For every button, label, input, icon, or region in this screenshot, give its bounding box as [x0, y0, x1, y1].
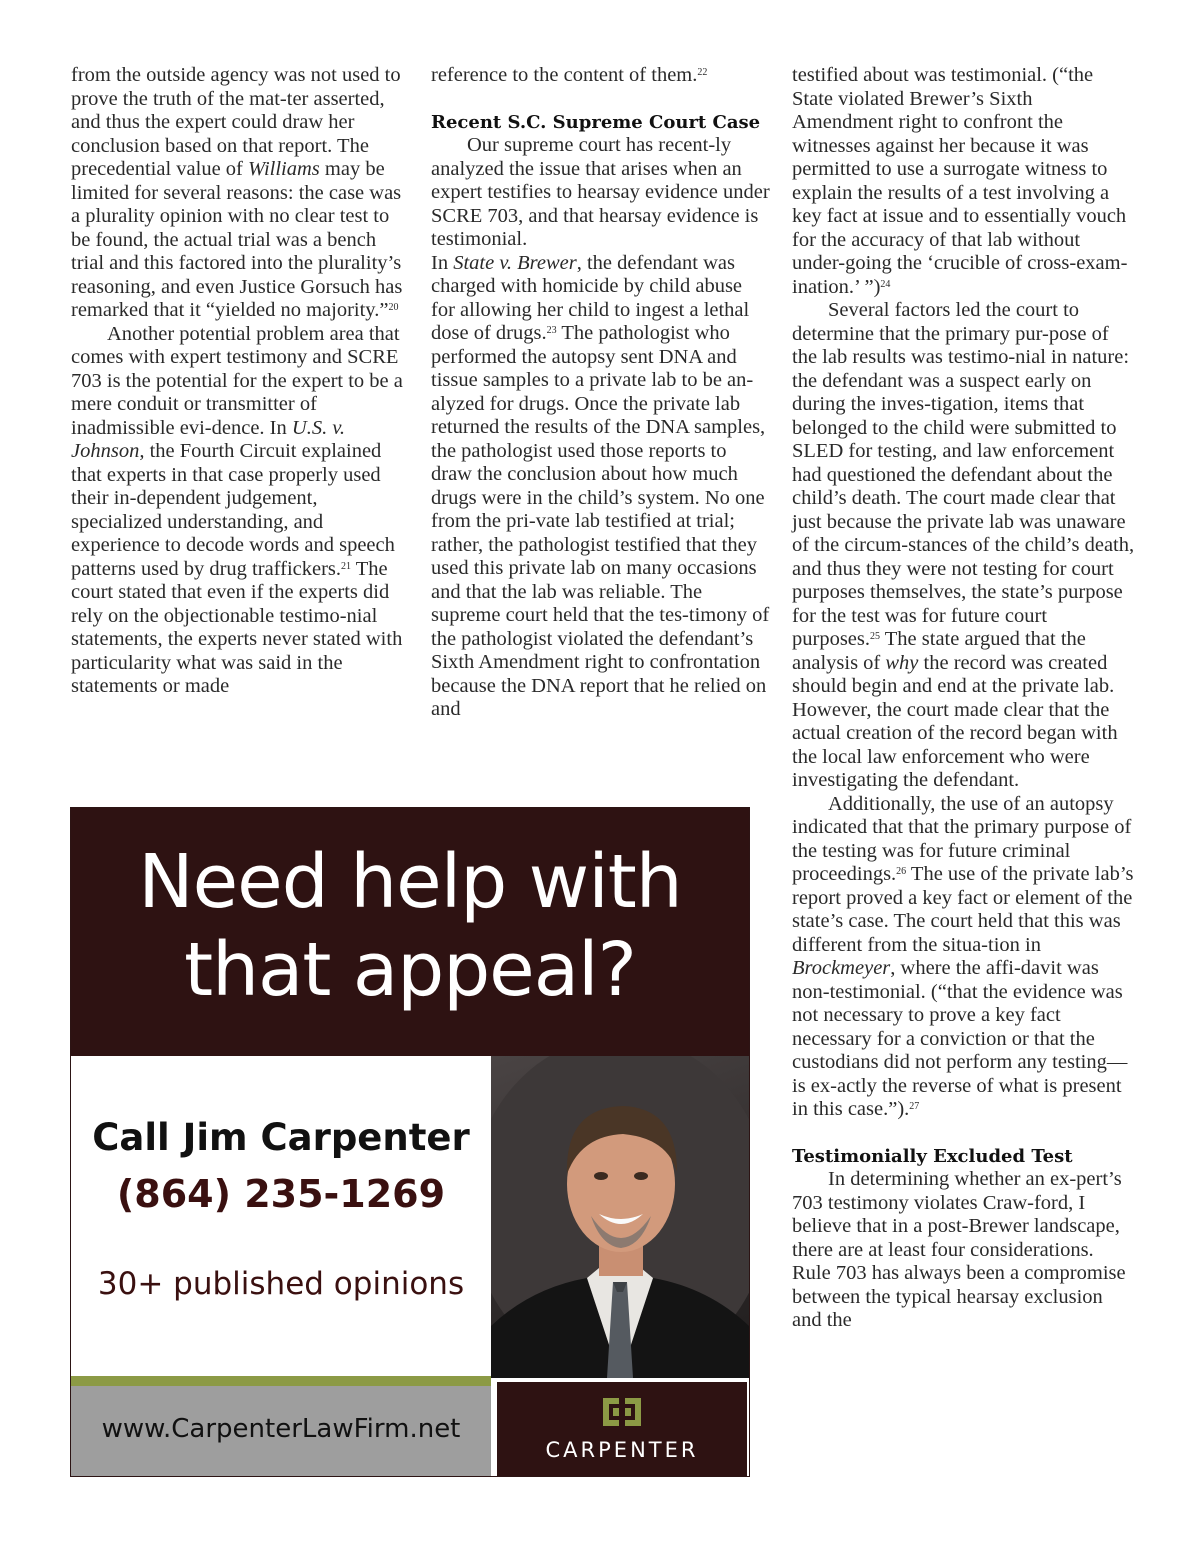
footnote-ref: 22 [697, 67, 708, 78]
article-column-1 [71, 64, 411, 699]
portrait-illustration [491, 1056, 749, 1378]
article-column-3 [792, 64, 1137, 1333]
section-heading: Testimonially Excluded Test [792, 1145, 1073, 1167]
footnote-ref: 21 [341, 560, 352, 572]
ad-headline-line-2: that appeal? [184, 927, 636, 1013]
ad-headline-band [71, 808, 749, 1056]
paragraph: testified about was testimonial. (“the State violated Brewer’s Sixth Amendment right to confront the witnesses against her because it was permitted to use a surrogate witness to explain the results of a test involving a key fact at issue and to essentially vouch for the accuracy of that lab without under-going the ‘crucible of cross-exam-ination.’ ”)$^{24}$ [792, 64, 1128, 298]
paragraph: Additionally, the use of an autopsy indicated that that the primary purpose of the testing was for future criminal proceedings.$^{26}$ The use of the private lab’s report proved a key fact or element of the state’s case. The court held that this was different from the situa-tion in Brockmeyer, where the affi-davit was non-testimonial. (“that the evidence was not necessary to prove a key fact necessary for a conviction or that the custodians did not perform any testing—is ex-actly the reverse of what is present in this case.”).$^{27}$ [792, 792, 1134, 1120]
advertisement [70, 807, 750, 1477]
paragraph: reference to the content of them.$^{22}$ [431, 64, 708, 86]
ad-headline-line-1: Need help with [138, 839, 682, 925]
ad-name: Call Jim Carpenter [92, 1116, 470, 1159]
ad-url-band [71, 1386, 491, 1476]
footnote-ref: 26 [896, 866, 907, 877]
paragraph: In State v. Brewer, the defendant was charged with homicide by child abuse for allowing her child to ingest a lethal dose of drugs.$^{23}$ The pathologist who performed the autopsy sent DNA and tissue samples to a private lab to be an-alyzed for drugs. Once the private lab returned the results of the DNA samples, the pathologist used those reports to draw the conclusion about how much drugs were in the child’s system. No one from the pri-vate lab testified at trial; rather, the pathologist testified that they used this private lab on many occasions and that the lab was reliable. The supreme court held that the tes-timony of the pathologist violated the defendant’s Sixth Amendment right to confrontation because the DNA report that he relied on and [431, 251, 770, 720]
footnote-ref: 20 [388, 302, 399, 313]
paragraph: Several factors led the court to determine that the primary pur-pose of the lab results was testimo-nial in nature: the defendant was a suspect early on during the inves-tigation, items that belonged to the child were submitted to SLED for testing, and law enforcement had questioned the defendant about the child’s death. The court made clear that just because the private lab was unaware of the circum-stances of the child’s death, and thus they were not testing for court purposes themselves, the state’s purpose for the test was for future court purposes.$^{25}$ The state argued that the analysis of why the record was created should begin and end at the private lab. However, the court made clear that the actual creation of the record began with the local law enforcement who were investigating the defendant. [792, 299, 1135, 791]
footnote-ref: 23 [546, 325, 557, 336]
attorney-photo [491, 1056, 749, 1378]
paragraph: In determining whether an ex-pert’s 703 testimony violates Craw-ford, I believe that in a post-Brewer landscape, there are at least four considerations. Rule 703 has always been a compromise between the typical hearsay exclusion and the [792, 1168, 1126, 1331]
paragraph: from the outside agency was not used to prove the truth of the mat-ter asserted, and thus the expert could draw her conclusion based on that report. The precedential value of Williams may be limited for several reasons: the case was a plurality opinion with no clear test to be found, the actual trial was a bench trial and this factored into the plurality’s reasoning, and even Justice Gorsuch has remarked that it “yielded no majority.”$^{20}$ [71, 64, 403, 321]
footnote-ref: 24 [880, 278, 891, 290]
ad-accent-bar [71, 1376, 491, 1386]
footnote-ref: 27 [909, 1101, 920, 1112]
carpenter-logo-icon [601, 1396, 643, 1428]
paragraph: Our supreme court has recent-ly analyzed the issue that arises when an expert testifies to hearsay evidence under SCRE 703, and that hearsay evidence is testimonial. [431, 134, 770, 250]
ad-website-link[interactable]: www.CarpenterLawFirm.net [101, 1414, 461, 1444]
logo-wordmark: CARPENTER [545, 1438, 699, 1462]
ad-tagline: 30+ published opinions [97, 1266, 465, 1302]
article-column-2 [431, 64, 771, 722]
firm-logo [491, 1378, 749, 1476]
footnote-ref: 25 [870, 631, 881, 642]
section-heading: Recent S.C. Supreme Court Case [431, 111, 761, 133]
paragraph: Another potential problem area that comes with expert testimony and SCRE 703 is the potential for the expert to be a mere conduit or transmitter of inadmissible evi-dence. In U.S. v. Johnson, the Fourth Circuit explained that experts in that case properly used their in-dependent judgement, specialized understanding, and experience to decode words and speech patterns used by drug traffickers.$^{21}$ The court stated that even if the experts did rely on the objectionable testimo-nial statements, the experts never stated with particularity what was said in the statements or made [71, 322, 403, 697]
ad-contact-panel [71, 1056, 491, 1378]
ad-phone: (864) 235-1269 [116, 1172, 446, 1216]
